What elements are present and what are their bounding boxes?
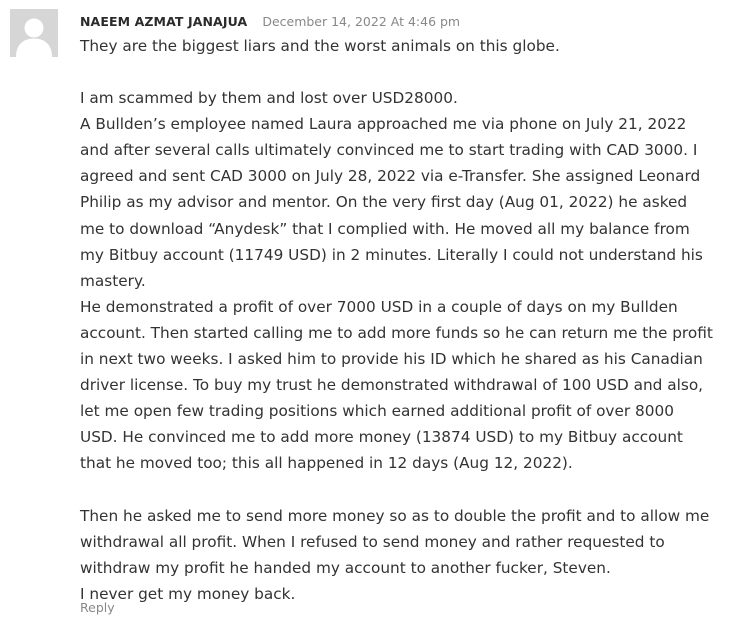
comment-text-line: withdrawal all profit. When I refused to send money and rather requested to [80,532,665,551]
comment-text-line: me to download “Anydesk” that I complied with. He moved all my balance from [80,219,690,238]
comment-text-line: account. Then started calling me to add more funds so he can return me the profit [80,323,713,342]
comment-meta [80,11,460,30]
comment-date: December 14, 2022 At 4:46 pm [262,14,461,29]
comment-text-line: agreed and sent CAD 3000 on July 28, 2022 via e-Transfer. She assigned Leonard [80,167,701,186]
comment-text-line: and after several calls ultimately convinced me to start trading with CAD 3000. I [80,141,698,160]
comment-text-line: in next two weeks. I asked him to provide his ID which he shared as his Canadian [80,350,703,369]
comment-text-line: mastery. [80,271,146,290]
comment-paragraph [80,503,720,607]
comment-text-line: I am scammed by them and lost over USD28000. [80,89,458,108]
comment-paragraph [80,85,720,476]
comment-paragraph [80,33,720,59]
comment-text-line: A Bullden’s employee named Laura approached me via phone on July 21, 2022 [80,115,687,134]
comment-text-line: my Bitbuy account (11749 USD) in 2 minutes. Literally I could not understand his [80,245,703,264]
comment-text-line: that he moved too; this all happened in 12 days (Aug 12, 2022). [80,454,573,473]
comment-text-line: I never get my money back. [80,584,296,603]
reply-link[interactable]: Reply [80,600,115,615]
comment-author: NAEEM AZMAT JANAJUA [80,14,248,29]
default-user-avatar-icon [10,9,58,57]
comment-body [80,33,720,607]
comment-text-line: USD. He convinced me to add more money (13874 USD) to my Bitbuy account [80,428,683,447]
comment-text-line: let me open few trading positions which earned additional profit of over 8000 [80,402,674,421]
comment-text-line: driver license. To buy my trust he demonstrated withdrawal of 100 USD and also, [80,376,704,395]
comment-text-line: Then he asked me to send more money so as to double the profit and to allow me [80,506,710,525]
comment-text-line: He demonstrated a profit of over 7000 USD in a couple of days on my Bullden [80,297,678,316]
comment-text-line: withdraw my profit he handed my account to another fucker, Steven. [80,558,611,577]
comment-text-line: Philip as my advisor and mentor. On the very first day (Aug 01, 2022) he asked [80,193,688,212]
comment-text-line: They are the biggest liars and the worst animals on this globe. [80,37,560,55]
